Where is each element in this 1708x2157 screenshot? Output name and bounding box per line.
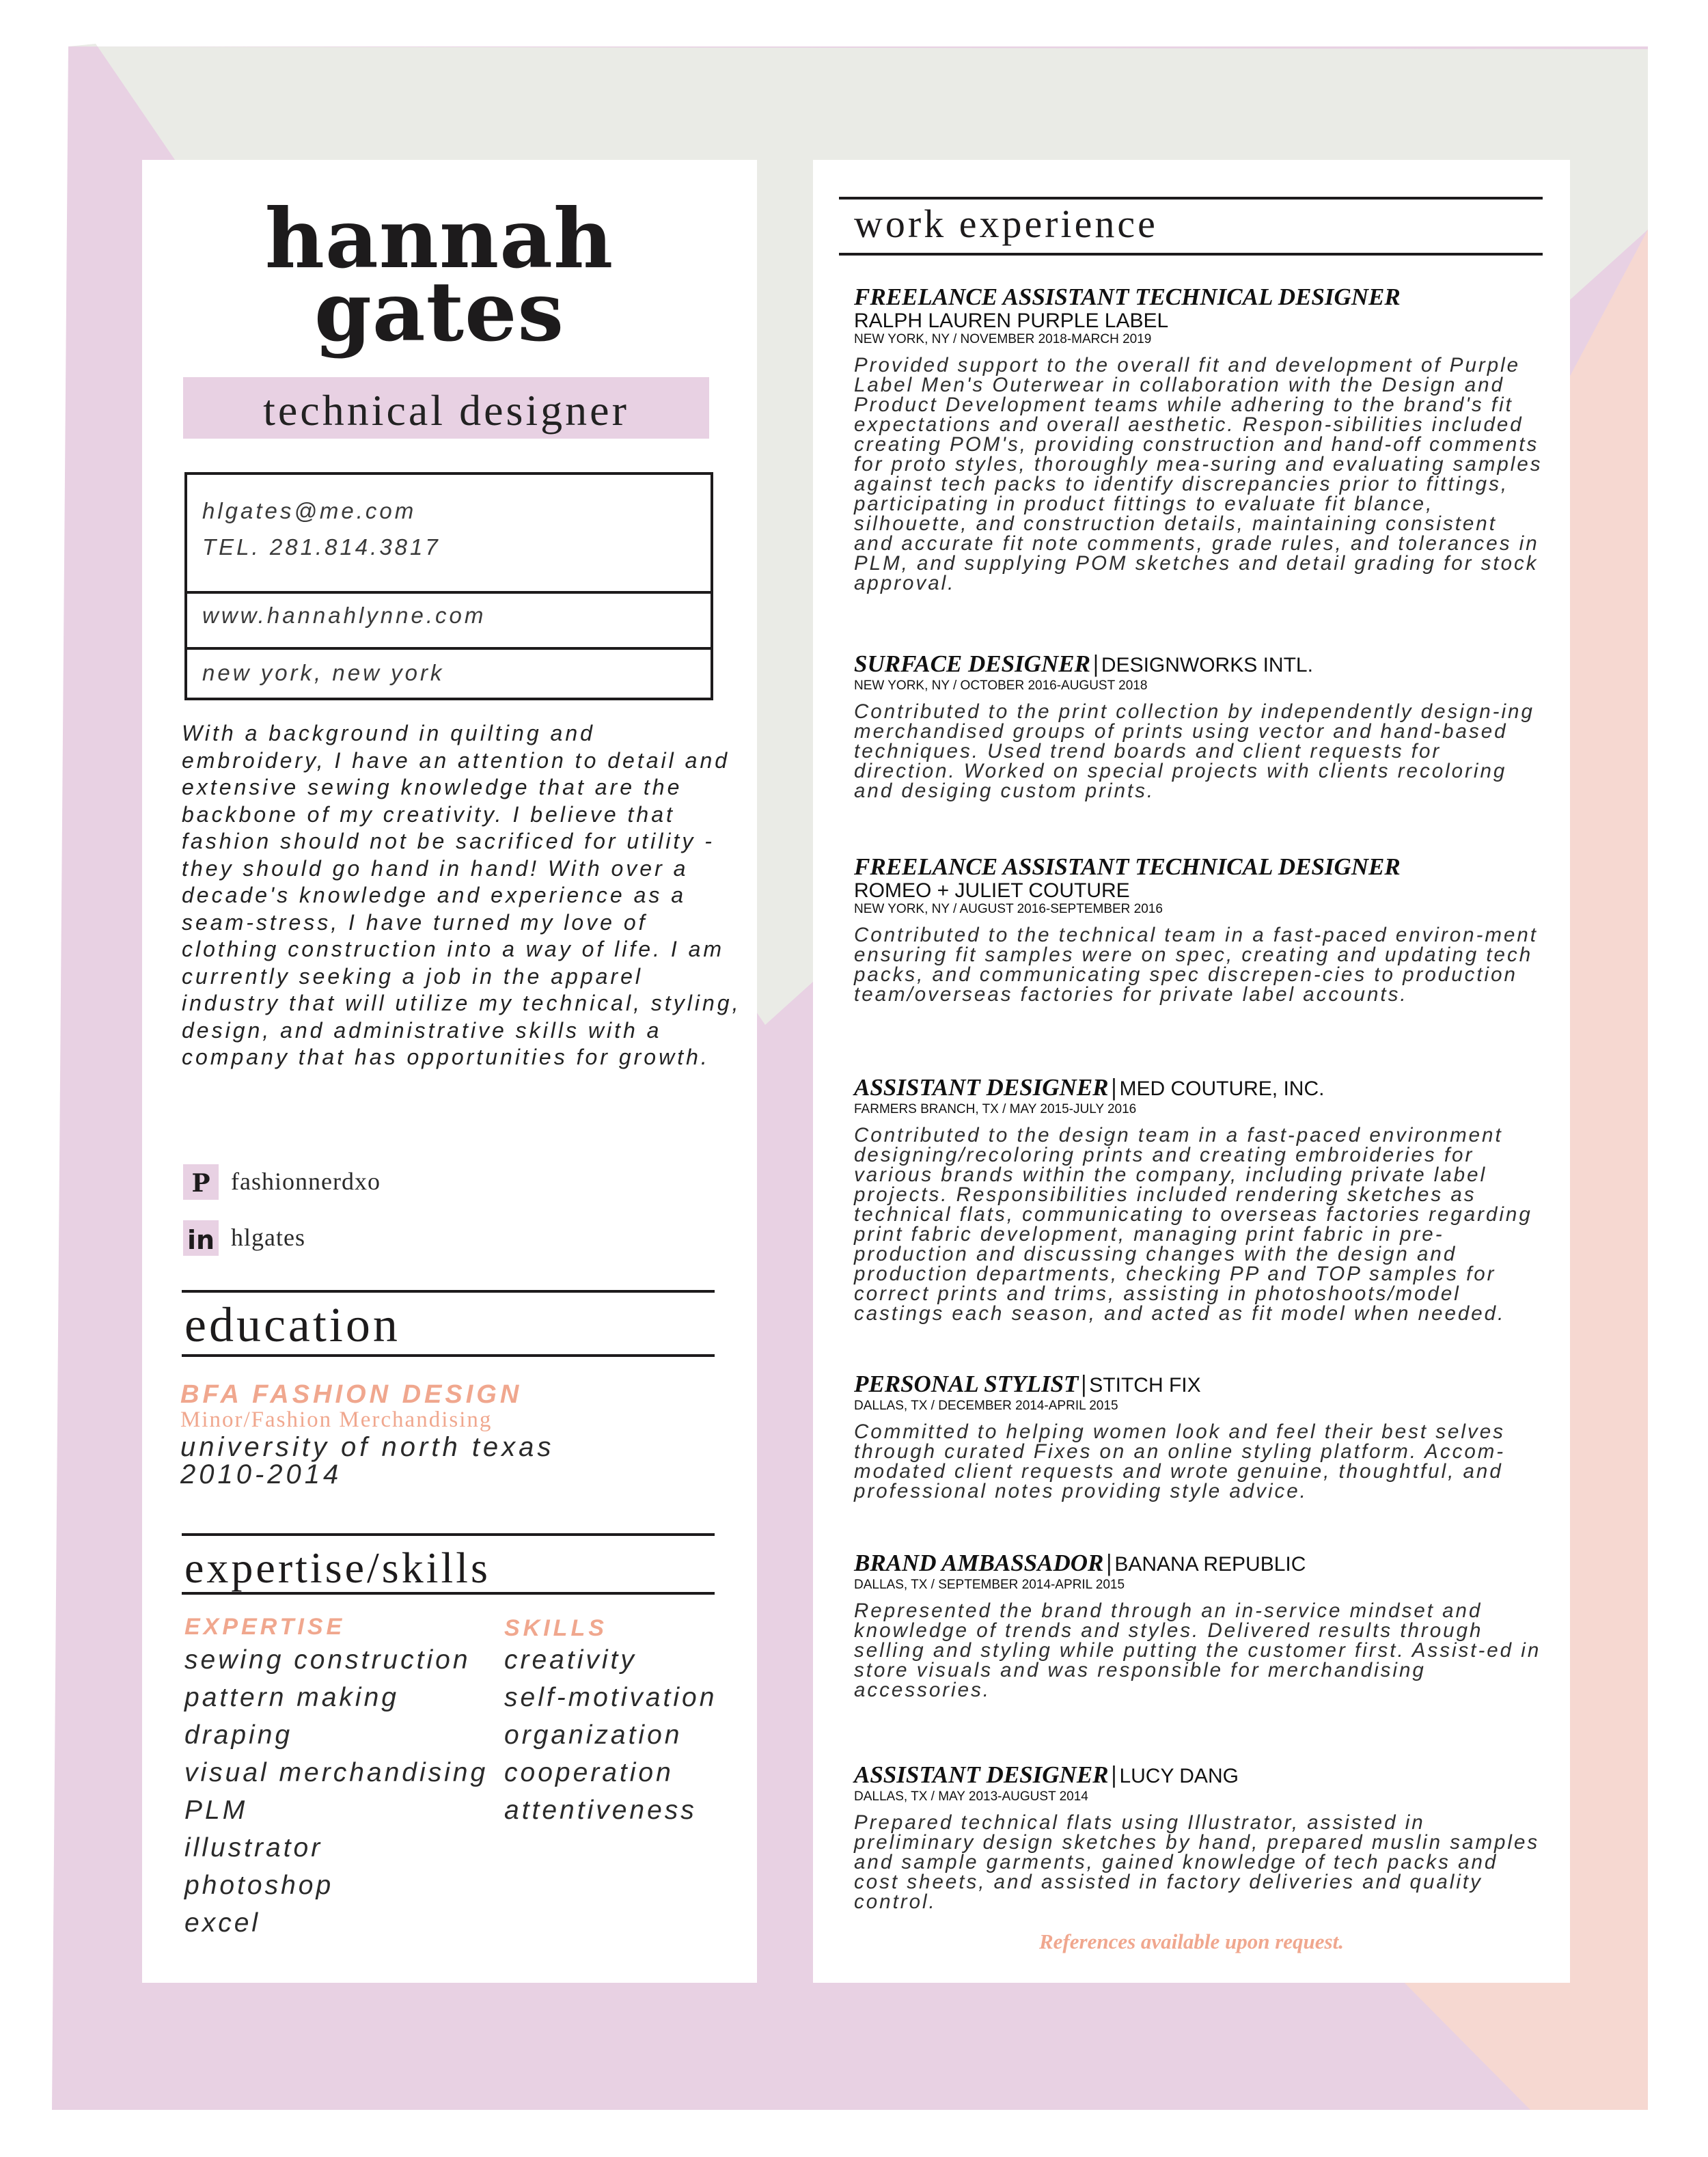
- job-separator: |: [1081, 1370, 1087, 1397]
- job-dates: FARMERS BRANCH, TX / MAY 2015-JULY 2016: [854, 1102, 1137, 1116]
- divider: [182, 1354, 715, 1357]
- skill-item: attentiveness: [504, 1796, 697, 1825]
- job-title: BRAND AMBASSADOR: [854, 1550, 1104, 1576]
- job-title: FREELANCE ASSISTANT TECHNICAL DESIGNER: [854, 853, 1401, 880]
- job-title: ASSISTANT DESIGNER: [854, 1761, 1109, 1788]
- expertise-list: [184, 1641, 488, 1942]
- contact-divider: [187, 591, 711, 594]
- job-header: [854, 1074, 1544, 1102]
- divider: [839, 197, 1543, 200]
- job-entry: [854, 1761, 1544, 1912]
- first-name: hannah: [264, 191, 614, 287]
- degree: BFA FASHION DESIGN: [180, 1380, 523, 1409]
- expertise-item: draping: [184, 1720, 293, 1750]
- contact-divider: [187, 647, 711, 650]
- job-description: Committed to helping women look and feel their best selves through curated Fixes on an online styling platform. Accom-modated client requests and wrote genuine, thoughtful, and professional notes providing style advice.: [854, 1420, 1506, 1502]
- job-description: Contributed to the design team in a fast-paced environment designing/recoloring prints and creating embroideries for various brands within the company, including private label projects. Responsibilities included rendering sketches as technical flats, communicating to overseas factories regarding print fabric development, managing print fabric in pre-production and discussing changes with the design and production departments, checking PP and TOP samples for correct prints and trims, assisting in photoshoots/model castings each season, and acted as fit model when needed.: [854, 1124, 1532, 1325]
- job-separator: |: [1111, 1761, 1117, 1788]
- school: university of north texas: [180, 1432, 555, 1462]
- job-header: [854, 650, 1544, 678]
- phone[interactable]: TEL. 281.814.3817: [202, 534, 441, 560]
- job-company: ROMEO + JULIET COUTURE: [854, 879, 1130, 902]
- job-entry: [854, 854, 1544, 1004]
- pinterest-icon: [183, 1164, 219, 1200]
- linkedin-handle[interactable]: hlgates: [231, 1224, 305, 1251]
- job-dates: DALLAS, TX / DECEMBER 2014-APRIL 2015: [854, 1399, 1118, 1413]
- job-company: LUCY DANG: [1119, 1765, 1239, 1787]
- expertise-label: EXPERTISE: [184, 1614, 346, 1640]
- job-dates: NEW YORK, NY / NOVEMBER 2018-MARCH 2019: [854, 332, 1152, 346]
- pinterest-handle[interactable]: fashionnerdxo: [231, 1168, 381, 1195]
- divider: [182, 1533, 715, 1536]
- skills-list: [504, 1641, 717, 1829]
- job-dates: DALLAS, TX / SEPTEMBER 2014-APRIL 2015: [854, 1578, 1125, 1592]
- references-note: References available upon request.: [1038, 1929, 1344, 1953]
- education-heading: education: [184, 1297, 400, 1352]
- job-separator: |: [1106, 1549, 1112, 1576]
- job-entry: [854, 1074, 1544, 1323]
- job-company: MED COUTURE, INC.: [1119, 1077, 1325, 1100]
- svg-text:P: P: [191, 1169, 210, 1198]
- job-separator: |: [1092, 650, 1099, 677]
- expertise-item: photoshop: [184, 1871, 334, 1900]
- minor: Minor/Fashion Merchandising: [180, 1407, 493, 1432]
- job-entry: [854, 284, 1544, 593]
- job-title: PERSONAL STYLIST: [854, 1371, 1079, 1397]
- job-description: Represented the brand through an in-service mindset and knowledge of trends and styles. Delivered results through selling and styling while putting the customer first. Assist-ed in store visuals and was responsible for merchandising accessories.: [854, 1599, 1541, 1701]
- expertise-item: pattern making: [184, 1683, 399, 1712]
- work-heading: work experience: [854, 202, 1158, 246]
- job-description: Prepared technical flats using Illustrator, assisted in preliminary design sketches by hand, prepared muslin samples and sample garments, gained knowledge of tech packs and cost sheets, and assisted in factory deliveries and quality control.: [854, 1811, 1540, 1913]
- left-column: [142, 160, 757, 1983]
- divider: [182, 1592, 715, 1595]
- website[interactable]: www.hannahlynne.com: [202, 603, 486, 628]
- divider: [839, 253, 1543, 256]
- expertise-item: excel: [184, 1908, 261, 1938]
- skills-label: SKILLS: [504, 1615, 607, 1641]
- job-title: FREELANCE ASSISTANT TECHNICAL DESIGNER: [854, 284, 1401, 310]
- job-header: [854, 1550, 1544, 1578]
- job-separator: |: [1111, 1073, 1117, 1101]
- job-header: [854, 854, 1544, 880]
- expertise-item: sewing construction: [184, 1645, 471, 1675]
- skill-item: creativity: [504, 1645, 637, 1675]
- linkedin-icon: [183, 1220, 219, 1256]
- expertise-item: visual merchandising: [184, 1758, 488, 1787]
- job-description: Contributed to the technical team in a fast-paced environ-ment ensuring fit samples were on spec, creating and updating tech packs, and communicating spec discrepen-cies to production team/overseas factories for private label accounts.: [854, 924, 1538, 1006]
- job-header: [854, 284, 1544, 310]
- expertise-item: PLM: [184, 1796, 248, 1825]
- job-company: RALPH LAUREN PURPLE LABEL: [854, 310, 1169, 332]
- job-company: DESIGNWORKS INTL.: [1101, 654, 1313, 676]
- job-dates: DALLAS, TX / MAY 2013-AUGUST 2014: [854, 1789, 1088, 1804]
- job-description: Contributed to the print collection by independently design-ing merchandised groups of prints using vector and hand-based techniques. Used trend boards and client requests for direction. Worked on special projects with clients recoloring and desiging custom prints.: [854, 700, 1534, 802]
- summary-text: With a background in quilting and embroidery, I have an attention to detail and extensive sewing knowledge that are the backbone of my creativity. I believe that fashion should not be sacrificed for utility - they should go hand in hand! With over a decade's knowledge and experience as a seam-stress, I have turned my love of clothing construction into a way of life. I am currently seeking a job in the apparel industry that will utilize my technical, styling, design, and administrative skills with a company that has opportunities for growth.: [182, 721, 741, 1069]
- job-header: [854, 1371, 1544, 1399]
- contact-box: [184, 472, 713, 700]
- job-entry: [854, 650, 1544, 801]
- job-description: Provided support to the overall fit and development of Purple Label Men's Outerwear in collaboration with the Design and Product Development teams while adhering to the brand's fit expectations and overall aesthetic. Respon-sibilities included creating POM's, providing construction and hand-off comments for proto styles, thoroughly mea-suring and evaluating samples against tech packs to identify discrepancies prior to fittings, participating in product fittings to evaluate fit blance, silhouette, and construction details, maintaining consistent and accurate fit note comments, grade rules, and tolerances in PLM, and supplying POM sketches and detail grading for stock approval.: [854, 354, 1543, 594]
- skills-heading: expertise/skills: [184, 1543, 491, 1592]
- school-years: 2010-2014: [180, 1459, 342, 1489]
- job-company: STITCH FIX: [1089, 1374, 1201, 1397]
- skill-item: cooperation: [504, 1758, 674, 1787]
- role-title: technical designer: [263, 386, 629, 435]
- right-column: [813, 160, 1570, 1983]
- last-name: gates: [314, 264, 564, 360]
- job-company: BANANA REPUBLIC: [1114, 1553, 1306, 1576]
- divider: [182, 1290, 715, 1293]
- job-dates: NEW YORK, NY / AUGUST 2016-SEPTEMBER 2016: [854, 902, 1163, 916]
- svg-text:in: in: [187, 1225, 215, 1255]
- skill-item: self-motivation: [504, 1683, 717, 1712]
- job-entry: [854, 1550, 1544, 1700]
- location: new york, new york: [202, 660, 445, 685]
- email[interactable]: hlgates@me.com: [202, 498, 417, 523]
- job-dates: NEW YORK, NY / OCTOBER 2016-AUGUST 2018: [854, 678, 1148, 693]
- job-title: ASSISTANT DESIGNER: [854, 1074, 1109, 1101]
- expertise-item: illustrator: [184, 1833, 323, 1863]
- skill-item: organization: [504, 1720, 683, 1750]
- role-banner: [183, 377, 709, 439]
- job-title: SURFACE DESIGNER: [854, 650, 1090, 677]
- job-header: [854, 1761, 1544, 1789]
- job-entry: [854, 1371, 1544, 1501]
